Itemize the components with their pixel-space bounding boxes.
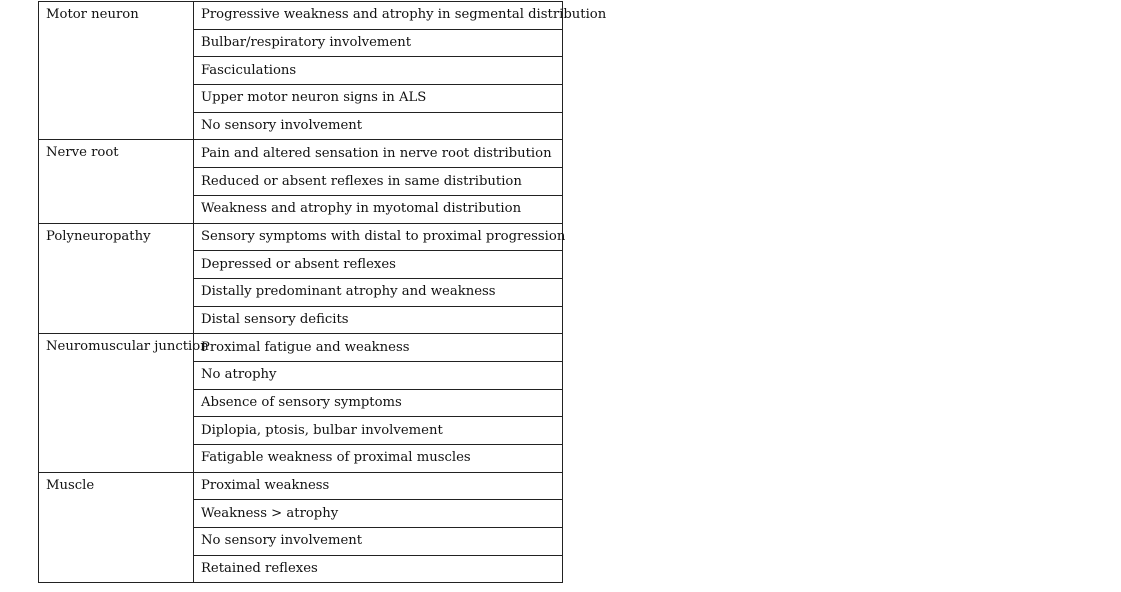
finding-cell: Proximal weakness bbox=[194, 472, 563, 500]
finding-cell: No atrophy bbox=[194, 361, 563, 389]
table-row bbox=[39, 2, 563, 30]
table-body bbox=[39, 2, 607, 583]
table-row bbox=[39, 223, 563, 251]
finding-cell: Diplopia, ptosis, bulbar involvement bbox=[194, 417, 563, 445]
finding-cell: Distal sensory deficits bbox=[194, 306, 563, 334]
finding-cell: Fatigable weakness of proximal muscles bbox=[194, 445, 563, 473]
category-cell: Muscle bbox=[39, 472, 194, 583]
table-row bbox=[39, 334, 563, 362]
table-row bbox=[39, 140, 563, 168]
finding-cell: Absence of sensory symptoms bbox=[194, 389, 563, 417]
finding-cell: No sensory involvement bbox=[194, 112, 563, 140]
category-cell: Nerve root bbox=[39, 140, 194, 223]
finding-cell: Pain and altered sensation in nerve root distribution bbox=[194, 140, 563, 168]
finding-cell: No sensory involvement bbox=[194, 528, 563, 556]
finding-cell: Progressive weakness and atrophy in segmental distribution bbox=[194, 2, 563, 30]
finding-cell: Retained reflexes bbox=[194, 555, 563, 583]
finding-cell: Fasciculations bbox=[194, 57, 563, 85]
finding-cell: Bulbar/respiratory involvement bbox=[194, 29, 563, 57]
finding-cell: Upper motor neuron signs in ALS bbox=[194, 85, 563, 113]
localization-table bbox=[38, 1, 607, 583]
finding-cell: Sensory symptoms with distal to proximal progression bbox=[194, 223, 563, 251]
finding-cell: Proximal fatigue and weakness bbox=[194, 334, 563, 362]
finding-cell: Reduced or absent reflexes in same distribution bbox=[194, 168, 563, 196]
finding-cell: Weakness > atrophy bbox=[194, 500, 563, 528]
category-cell: Motor neuron bbox=[39, 2, 194, 140]
table-row bbox=[39, 472, 563, 500]
finding-cell: Distally predominant atrophy and weakness bbox=[194, 278, 563, 306]
category-cell: Neuromuscular junction bbox=[39, 334, 194, 472]
finding-cell: Depressed or absent reflexes bbox=[194, 251, 563, 279]
category-cell: Polyneuropathy bbox=[39, 223, 194, 334]
finding-cell: Weakness and atrophy in myotomal distribution bbox=[194, 195, 563, 223]
